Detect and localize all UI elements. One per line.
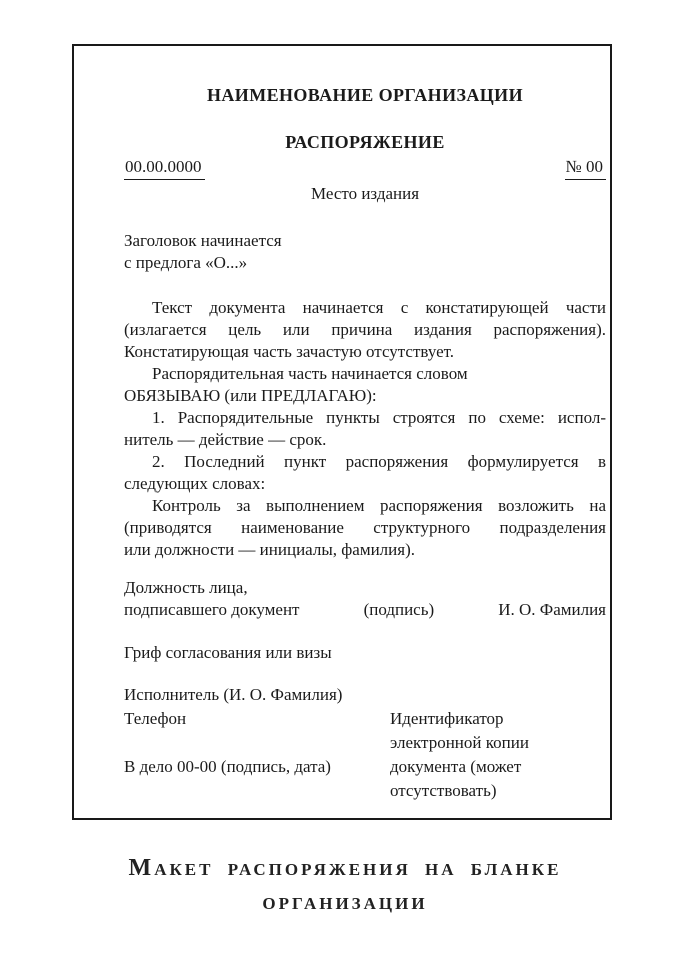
- document-body: [124, 297, 606, 561]
- signer-position-continued: подписавшего документ: [124, 600, 300, 619]
- body-line: следующих словах:: [124, 474, 266, 493]
- organization-name-title: НАИМЕНОВАНИЕ ОРГАНИЗАЦИИ: [207, 85, 523, 105]
- body-line: 1. Распорядительные пункты строятся по схеме: испол-: [152, 408, 606, 427]
- signer-name: И. О. Фамилия: [498, 600, 606, 619]
- executor-block: [124, 683, 606, 803]
- executor-line: [390, 683, 606, 707]
- signature-block: [124, 577, 606, 621]
- executor-line: Исполнитель (И. О. Фамилия): [124, 685, 343, 704]
- executor-line: В дело 00-00 (подпись, дата): [124, 757, 331, 776]
- document-number: № 00: [565, 156, 606, 180]
- heading-line: с предлога «О...»: [124, 253, 248, 272]
- document-date: 00.00.0000: [124, 156, 205, 180]
- caption-line-2: ОРГАНИЗАЦИИ: [262, 894, 428, 913]
- body-line: Контроль за выполнением распоряжения возложить на: [152, 496, 606, 515]
- body-line: (приводятся наименование структурного подразделения: [124, 518, 606, 537]
- date-number-row: [124, 156, 606, 180]
- body-line: Распорядительная часть начинается словом: [152, 364, 468, 383]
- figure-caption: [0, 851, 690, 921]
- executor-line: отсутствовать): [390, 781, 497, 800]
- executor-col-right: [390, 683, 606, 803]
- place-of-issue: Место издания: [310, 184, 420, 203]
- document-type-title: РАСПОРЯЖЕНИЕ: [285, 132, 445, 152]
- signature-placeholder: (подпись): [363, 600, 435, 619]
- body-line: (излагается цель или причина издания распоряжения).: [124, 320, 606, 339]
- heading-line: Заголовок начинается: [124, 231, 282, 250]
- executor-line: Идентификатор: [390, 709, 504, 728]
- signature-row: [124, 599, 606, 621]
- caption-line-1: МАКЕТ РАСПОРЯЖЕНИЯ НА БЛАНКЕ: [128, 855, 562, 881]
- approval-stamp-line: Гриф согласования или визы: [124, 643, 332, 662]
- body-line: или должности — инициалы, фамилия).: [124, 540, 415, 559]
- document-heading: [124, 230, 606, 274]
- body-line: нитель — действие — срок.: [124, 430, 327, 449]
- document-frame: [72, 44, 612, 820]
- executor-line: электронной копии: [390, 733, 529, 752]
- body-line: ОБЯЗЫВАЮ (или ПРЕДЛАГАЮ):: [124, 386, 377, 405]
- executor-line: документа (может: [390, 757, 522, 776]
- document-content: [124, 46, 606, 803]
- body-line: 2. Последний пункт распоряжения формулируется в: [152, 452, 606, 471]
- executor-col-left: [124, 683, 390, 803]
- body-line: Констатирующая часть зачастую отсутствует.: [124, 342, 455, 361]
- body-line: Текст документа начинается с констатирующей части: [152, 298, 606, 317]
- executor-line: [124, 731, 390, 755]
- executor-line: Телефон: [124, 709, 187, 728]
- signer-position-line: Должность лица,: [124, 578, 248, 597]
